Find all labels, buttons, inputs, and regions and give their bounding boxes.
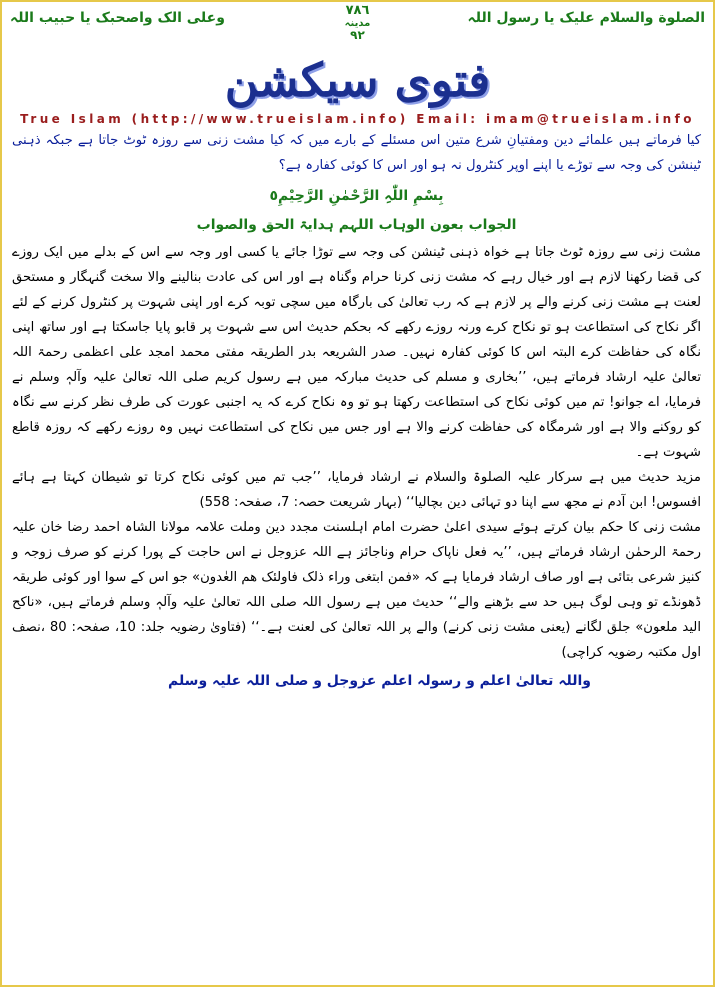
question-text: کیا فرماتے ہیں علمائے دین ومفتیانِ شرع متین اس مسئلے کے بارے میں کہ کیا مشت زنی سے روزہ ٹوٹ جاتا ہے جبکہ ذہنی ٹینشن کی وجہ سے توڑے یا اپنے اوپر کنٹرول نہ ہو اور اس کا کوئی کفارہ ہے؟	[12, 133, 701, 173]
bismillah: بِسْمِ اللّٰہِ الرَّحْمٰنِ الرَّحِیْمِ٥	[269, 188, 444, 204]
number-madina: مدینہ	[344, 18, 371, 29]
answer-paragraph-1: مشت زنی سے روزہ ٹوٹ جاتا ہے خواہ ذہنی ٹینشن کی وجہ سے توڑا جائے یا کسی اور وجہ سے اس کے بدلے میں ایک روزے کی قضا رکھنا لازم ہے اور خیال رہے کہ مشت زنی کرنا حرام وگناہ ہے اور اس کی عادت بنالینے والا سخت گنہگار و مستحق لعنت ہے مشت زنی کرنے والے پر لازم ہے کہ رب تعالیٰ کی بارگاہ میں سچی توبہ کرے اور اپنی شہوت پر کنٹرول کرنے کے لئے اگر نکاح کی استطاعت ہو تو نکاح کرے ورنہ روزے رکھے کہ بحکم حدیث اس سے شہوت پر قابو پایا جاسکتا ہے اور ساتھ اپنی نگاہ کی حفاظت کرے البتہ اس کا کوئی کفارہ نہیں۔ صدر الشریعہ بدر الطریقہ مفتی محمد امجد علی اعظمی رحمۃ اللہ تعالیٰ علیہ ارشاد فرماتے ہیں، ’’بخاری و مسلم کی حدیث مبارکہ میں ہے رسول کریم صلی اللہ تعالیٰ علیہ وآلہٖ وسلم نے فرمایا، اے جوانو! تم میں کوئی نکاح کی استطاعت رکھتا ہو تو وہ نکاح کرے کہ یہ اجنبی عورت کی طرف نظر کرنے سے نگاہ کو روکنے والا ہے اور شرمگاہ کی حفاظت کرنے والا ہے اور جس میں نکاح کی استطاعت نہیں وہ روزے رکھے کہ روزہ قاطع شہوت ہے۔	[12, 245, 701, 460]
contact-line: True Islam (http://www.trueislam.info) Email: imam@trueislam.info	[20, 112, 695, 126]
number-786: ٧٨٦	[345, 3, 370, 18]
closing-line: واللہ تعالیٰ اعلم و رسولہ اعلم عزوجل و صلی اللہ علیہ وسلم	[167, 673, 591, 689]
answer-heading: الجواب بعون الوہاب اللہم ہدایۃ الحق والصواب	[196, 217, 517, 233]
number-92: ٩٢	[350, 28, 365, 42]
header-strip	[2, 2, 713, 50]
page-title: فتوی سیکشن	[224, 53, 491, 107]
salutation-left: وعلی الک واصحبک یا حبیب اللہ	[10, 10, 225, 26]
answer-paragraph-2: مزید حدیث میں ہے سرکار علیہ الصلوۃ والسلام نے ارشاد فرمایا، ’’جب تم میں کوئی نکاح کرتا تو شیطان کہتا ہے ہائے افسوس! ابن آدم نے مجھ سے اپنا دو تہائی دین بچالیا‘‘ (بہار شریعت حصہ: 7، صفحہ: 558)	[12, 470, 701, 510]
fatwa-body	[2, 128, 713, 694]
answer-paragraph-3: مشت زنی کا حکم بیان کرتے ہوئے سیدی اعلیٰ حضرت امام اہلسنت مجدد دین وملت علامہ مولانا الشاہ احمد رضا خان علیہ رحمۃ الرحمٰن ارشاد فرماتے ہیں، ’’یہ فعل ناپاک حرام وناجائز ہے اللہ عزوجل نے اس حاجت کے پورا کرنے کو صرف زوجہ و کنیز شرعی بتائی ہے اور صاف ارشاد فرمایا ہے کہ «فمن ابتغی وراء ذلک فاولئک ھم العٰدون» جو اس کے سوا اور کوئی طریقہ ڈھونڈے تو وہی لوگ ہیں حد سے بڑھنے والے‘‘ حدیث میں ہے رسول اللہ صلی اللہ تعالیٰ علیہ وآلہٖ وسلم فرماتے ہیں، «ناکح الید ملعون» جلق لگانے (یعنی مشت زنی کرنے) والے پر اللہ تعالیٰ کی لعنت ہے۔‘‘ (فتاویٰ رضویہ جلد: 10، صفحہ: 80 ،نصف اول مکتبہ رضویہ کراچی)	[12, 520, 701, 660]
salutation-right: الصلوة والسلام علیک یا رسول اللہ	[467, 10, 705, 26]
